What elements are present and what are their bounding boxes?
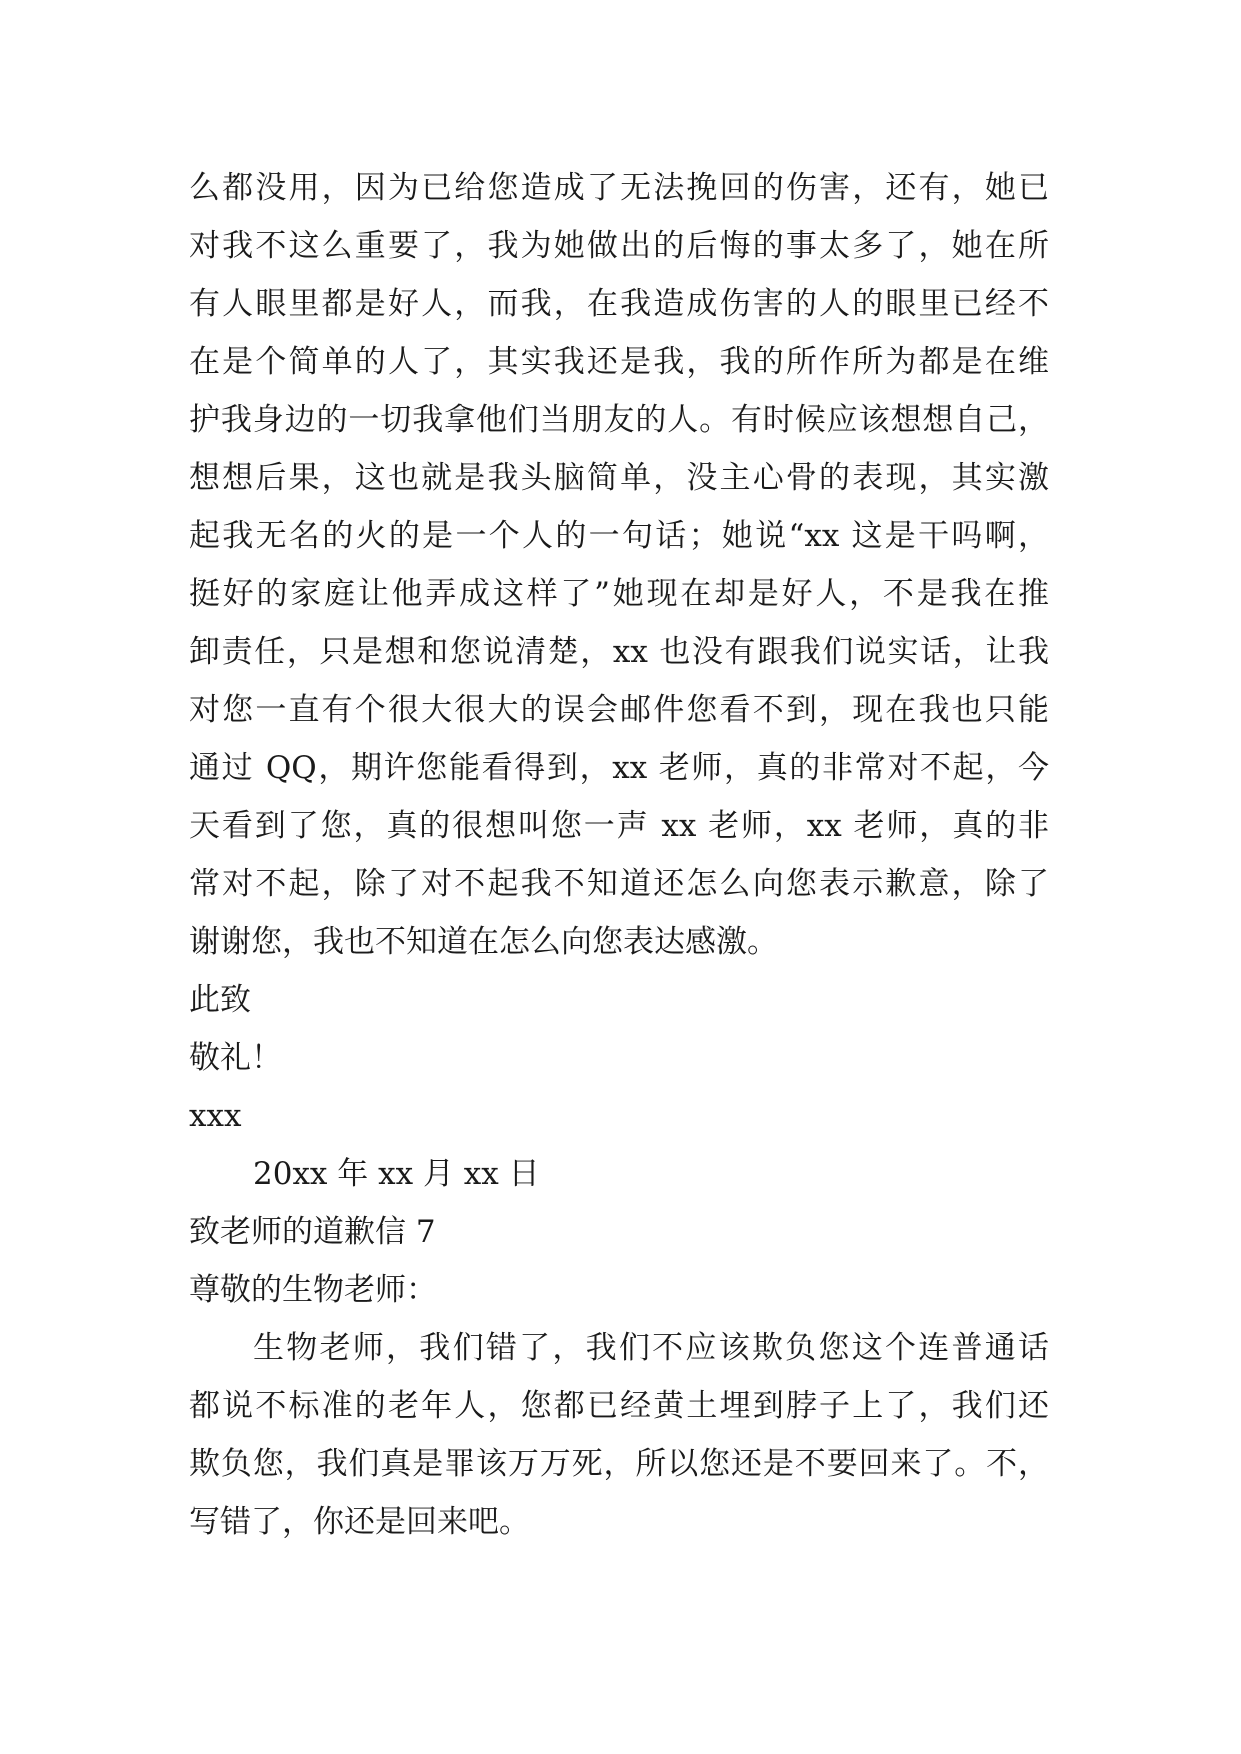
text-line: 天看到了您，真的很想叫您一声 xx 老师，xx 老师，真的非 (189, 808, 1049, 844)
salutation: 尊敬的生物老师： (189, 1272, 437, 1308)
text-line: 对您一直有个很大很大的误会邮件您看不到，现在我也只能 (189, 692, 1049, 728)
text-line: 想想后果，这也就是我头脑简单，没主心骨的表现，其实激 (189, 460, 1049, 496)
text-line: 都说不标准的老年人，您都已经黄土埋到脖子上了，我们还 (189, 1388, 1049, 1424)
text-line: 写错了，你还是回来吧。 (189, 1504, 530, 1540)
text-line: 通过 QQ，期许您能看得到，xx 老师，真的非常对不起，今 (189, 750, 1049, 786)
text-line: 卸责任，只是想和您说清楚，xx 也没有跟我们说实话，让我 (189, 634, 1049, 670)
text-line: 生物老师，我们错了，我们不应该欺负您这个连普通话 (253, 1330, 1049, 1366)
text-line: 护我身边的一切我拿他们当朋友的人。有时候应该想想自己， (189, 402, 1049, 438)
closing-salute: 敬礼！ (189, 1040, 282, 1076)
text-line: 欺负您，我们真是罪该万万死，所以您还是不要回来了。不， (189, 1446, 1049, 1482)
text-line: 在是个简单的人了，其实我还是我，我的所作所为都是在维 (189, 344, 1049, 380)
text-line: 有人眼里都是好人，而我，在我造成伤害的人的眼里已经不 (189, 286, 1049, 322)
text-line: 谢谢您，我也不知道在怎么向您表达感激。 (189, 924, 778, 960)
closing-greeting: 此致 (189, 982, 251, 1018)
text-line: 常对不起，除了对不起我不知道还怎么向您表示歉意，除了 (189, 866, 1049, 902)
letter-paragraph-1 (189, 159, 1049, 971)
letter-paragraph-2 (189, 1319, 1049, 1551)
signature: xxx (189, 1098, 242, 1134)
text-line: 挺好的家庭让他弄成这样了”她现在却是好人，不是我在推 (189, 576, 1049, 612)
text-line: 对我不这么重要了，我为她做出的后悔的事太多了，她在所 (189, 228, 1049, 264)
letter-title: 致老师的道歉信 7 (189, 1214, 436, 1250)
letter-date: 20xx 年 xx 月 xx 日 (253, 1156, 540, 1192)
text-line: 起我无名的火的是一个人的一句话；她说“xx 这是干吗啊， (189, 518, 1049, 554)
document-body (189, 159, 1049, 1551)
text-line: 么都没用，因为已给您造成了无法挽回的伤害，还有，她已 (189, 170, 1049, 206)
